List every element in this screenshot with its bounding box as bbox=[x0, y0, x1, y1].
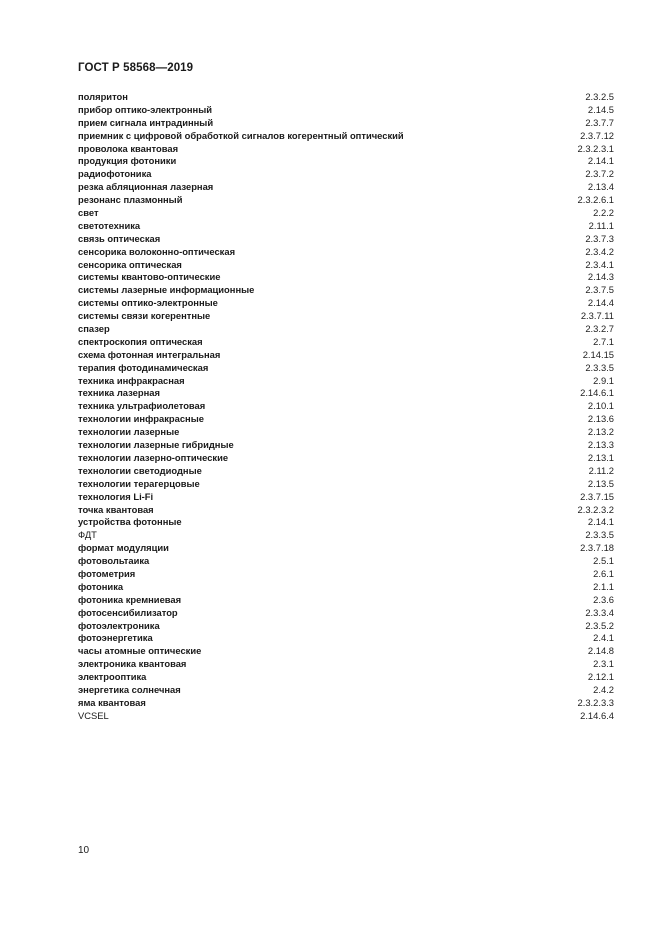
index-term: точка квантовая bbox=[78, 503, 154, 515]
index-term: технологии лазерно-оптические bbox=[78, 451, 229, 463]
index-reference: 2.13.2 bbox=[587, 426, 614, 438]
index-entry bbox=[78, 491, 614, 504]
index-reference: 2.3.1 bbox=[593, 658, 614, 670]
index-term: фотоника bbox=[78, 580, 124, 592]
index-term: технологии инфракрасные bbox=[78, 413, 204, 425]
index-reference: 2.14.3 bbox=[587, 271, 614, 283]
index-reference: 2.3.3.5 bbox=[585, 361, 614, 373]
index-reference: 2.3.7.7 bbox=[585, 116, 614, 128]
index-entry bbox=[78, 400, 614, 413]
index-term: яма квантовая bbox=[78, 696, 146, 708]
index-reference: 2.7.1 bbox=[593, 335, 614, 347]
index-term: прибор оптико-электронный bbox=[78, 103, 212, 115]
index-reference: 2.3.5.2 bbox=[585, 619, 614, 631]
index-term: фотовольтаика bbox=[78, 555, 150, 567]
index-reference: 2.14.15 bbox=[582, 348, 614, 360]
index-reference: 2.4.1 bbox=[593, 632, 614, 644]
index-reference: 2.13.5 bbox=[587, 477, 614, 489]
index-entry bbox=[78, 387, 614, 400]
index-term: электроника квантовая bbox=[78, 658, 187, 670]
index-entry bbox=[78, 594, 614, 607]
index-term: техника ультрафиолетовая bbox=[78, 400, 206, 412]
index-entry bbox=[78, 181, 614, 194]
index-term: спазер bbox=[78, 323, 110, 335]
index-reference: 2.13.6 bbox=[587, 413, 614, 425]
index-entry bbox=[78, 439, 614, 452]
index-term: проволока квантовая bbox=[78, 142, 179, 154]
index-entry bbox=[78, 504, 614, 517]
index-term: фотоэлектроника bbox=[78, 619, 160, 631]
index-term: прием сигнала интрадинный bbox=[78, 116, 214, 128]
index-term: свет bbox=[78, 207, 99, 219]
index-entry bbox=[78, 220, 614, 233]
index-term: поляритон bbox=[78, 91, 128, 102]
index-entry bbox=[78, 349, 614, 362]
page-number: 10 bbox=[78, 845, 90, 856]
index-reference: 2.14.6.1 bbox=[580, 387, 614, 399]
index-entry bbox=[78, 710, 614, 723]
index-entry bbox=[78, 478, 614, 491]
index-reference: 2.3.3.4 bbox=[585, 606, 614, 618]
index-term: фотосенсибилизатор bbox=[78, 606, 178, 618]
index-reference: 2.14.1 bbox=[587, 155, 614, 167]
index-term: продукция фотоники bbox=[78, 155, 177, 167]
index-entry bbox=[78, 452, 614, 465]
index-entry bbox=[78, 130, 614, 143]
index-reference: 2.3.7.11 bbox=[580, 310, 614, 322]
index-entry bbox=[78, 465, 614, 478]
index-term: ФДТ bbox=[78, 529, 97, 541]
index-term: технологии лазерные гибридные bbox=[78, 439, 234, 451]
index-term: светотехника bbox=[78, 219, 141, 231]
index-term: формат модуляции bbox=[78, 542, 169, 554]
index-reference: 2.3.2.3.3 bbox=[577, 696, 614, 708]
index-term: приемник с цифровой обработкой сигналов когерентный оптический bbox=[78, 129, 404, 141]
index-reference: 2.11.2 bbox=[588, 464, 614, 476]
index-entry bbox=[78, 284, 614, 297]
index-entry bbox=[78, 297, 614, 310]
term-index-list bbox=[78, 91, 614, 723]
index-term: VCSEL bbox=[78, 709, 109, 721]
index-entry bbox=[78, 542, 614, 555]
index-term: энергетика солнечная bbox=[78, 683, 181, 695]
index-reference: 2.3.4.2 bbox=[585, 245, 614, 257]
index-term: системы связи когерентные bbox=[78, 310, 211, 322]
index-entry bbox=[78, 697, 614, 710]
index-reference: 2.14.6.4 bbox=[580, 709, 614, 721]
index-entry bbox=[78, 207, 614, 220]
index-reference: 2.3.7.15 bbox=[580, 490, 614, 502]
index-reference: 2.2.2 bbox=[593, 207, 614, 219]
index-entry bbox=[78, 271, 614, 284]
index-reference: 2.3.2.3.1 bbox=[577, 142, 614, 154]
index-term: фотометрия bbox=[78, 567, 136, 579]
index-term: техника лазерная bbox=[78, 387, 160, 399]
index-reference: 2.3.2.7 bbox=[585, 323, 614, 335]
index-term: техника инфракрасная bbox=[78, 374, 185, 386]
index-reference: 2.13.1 bbox=[587, 451, 614, 463]
index-reference: 2.13.4 bbox=[587, 181, 614, 193]
index-entry bbox=[78, 607, 614, 620]
index-entry bbox=[78, 168, 614, 181]
index-reference: 2.3.6 bbox=[593, 593, 614, 605]
index-reference: 2.3.7.3 bbox=[585, 232, 614, 244]
index-entry bbox=[78, 104, 614, 117]
index-term: технология Li-Fi bbox=[78, 490, 154, 502]
index-entry bbox=[78, 91, 614, 104]
index-entry bbox=[78, 336, 614, 349]
index-reference: 2.12.1 bbox=[587, 671, 614, 683]
index-entry bbox=[78, 259, 614, 272]
index-reference: 2.3.2.5 bbox=[585, 91, 614, 102]
index-entry bbox=[78, 645, 614, 658]
index-term: технологии светодиодные bbox=[78, 464, 202, 476]
index-term: технологии лазерные bbox=[78, 426, 180, 438]
index-term: фотоэнергетика bbox=[78, 632, 153, 644]
index-term: системы оптико-электронные bbox=[78, 297, 218, 309]
index-reference: 2.11.1 bbox=[588, 219, 614, 231]
index-reference: 2.6.1 bbox=[593, 567, 614, 579]
index-entry bbox=[78, 233, 614, 246]
index-term: терапия фотодинамическая bbox=[78, 361, 209, 373]
index-reference: 2.3.2.6.1 bbox=[577, 194, 614, 206]
index-reference: 2.3.7.2 bbox=[585, 168, 614, 180]
index-reference: 2.14.5 bbox=[587, 103, 614, 115]
index-reference: 2.13.3 bbox=[587, 439, 614, 451]
index-term: устройства фотонные bbox=[78, 516, 182, 528]
index-term: резонанс плазмонный bbox=[78, 194, 183, 206]
index-entry bbox=[78, 658, 614, 671]
index-entry bbox=[78, 555, 614, 568]
index-term: часы атомные оптические bbox=[78, 645, 202, 657]
document-header: ГОСТ Р 58568—2019 bbox=[78, 62, 194, 74]
index-entry bbox=[78, 516, 614, 529]
index-entry bbox=[78, 143, 614, 156]
index-term: электрооптика bbox=[78, 671, 147, 683]
index-entry bbox=[78, 684, 614, 697]
index-term: сенсорика волоконно-оптическая bbox=[78, 245, 236, 257]
index-entry bbox=[78, 426, 614, 439]
index-reference: 2.10.1 bbox=[587, 400, 614, 412]
index-reference: 2.3.7.18 bbox=[580, 542, 614, 554]
index-entry bbox=[78, 568, 614, 581]
index-reference: 2.14.1 bbox=[587, 516, 614, 528]
index-entry bbox=[78, 632, 614, 645]
index-term: системы квантово-оптические bbox=[78, 271, 221, 283]
index-entry bbox=[78, 375, 614, 388]
index-entry bbox=[78, 529, 614, 542]
index-reference: 2.4.2 bbox=[593, 683, 614, 695]
index-entry bbox=[78, 413, 614, 426]
index-entry bbox=[78, 362, 614, 375]
index-term: связь оптическая bbox=[78, 232, 161, 244]
index-term: фотоника кремниевая bbox=[78, 593, 182, 605]
index-entry bbox=[78, 620, 614, 633]
index-entry bbox=[78, 581, 614, 594]
index-entry bbox=[78, 155, 614, 168]
index-term: схема фотонная интегральная bbox=[78, 348, 221, 360]
index-entry bbox=[78, 671, 614, 684]
index-reference: 2.3.7.12 bbox=[580, 129, 614, 141]
index-entry bbox=[78, 117, 614, 130]
index-entry bbox=[78, 323, 614, 336]
index-term: резка абляционная лазерная bbox=[78, 181, 214, 193]
index-reference: 2.1.1 bbox=[593, 580, 614, 592]
index-entry bbox=[78, 310, 614, 323]
index-reference: 2.9.1 bbox=[593, 374, 614, 386]
index-term: радиофотоника bbox=[78, 168, 152, 180]
index-entry bbox=[78, 194, 614, 207]
index-entry bbox=[78, 246, 614, 259]
index-term: технологии терагерцовые bbox=[78, 477, 200, 489]
index-reference: 2.5.1 bbox=[593, 555, 614, 567]
index-term: системы лазерные информационные bbox=[78, 284, 255, 296]
index-reference: 2.3.4.1 bbox=[585, 258, 614, 270]
index-reference: 2.14.8 bbox=[587, 645, 614, 657]
index-term: сенсорика оптическая bbox=[78, 258, 182, 270]
index-reference: 2.3.2.3.2 bbox=[577, 503, 614, 515]
index-term: спектроскопия оптическая bbox=[78, 335, 203, 347]
index-reference: 2.3.7.5 bbox=[585, 284, 614, 296]
index-reference: 2.14.4 bbox=[587, 297, 614, 309]
index-reference: 2.3.3.5 bbox=[585, 529, 614, 541]
